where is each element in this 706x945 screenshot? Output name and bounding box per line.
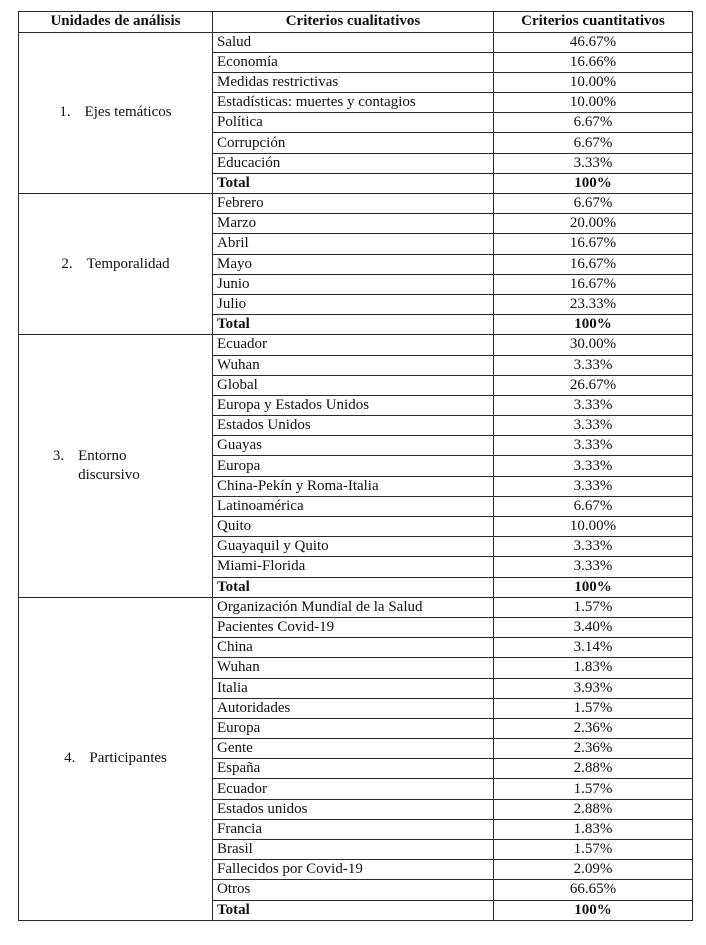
quantitative-value: 3.93% (494, 678, 693, 698)
qualitative-criterion: Estados unidos (213, 799, 494, 819)
analysis-unit-number: 1. (59, 104, 71, 121)
quantitative-value: 10.00% (494, 72, 693, 92)
quantitative-value: 3.33% (494, 395, 693, 415)
qualitative-criterion: Wuhan (213, 658, 494, 678)
qualitative-criterion: Guayaquil y Quito (213, 537, 494, 557)
qualitative-criterion: Abril (213, 234, 494, 254)
qualitative-criterion: Febrero (213, 194, 494, 214)
qualitative-criterion: Política (213, 113, 494, 133)
quantitative-value: 3.14% (494, 638, 693, 658)
qualitative-criterion: Italia (213, 678, 494, 698)
analysis-unit-number: 4. (64, 750, 76, 767)
table-body (19, 32, 693, 920)
qualitative-criterion: Gente (213, 739, 494, 759)
analysis-unit-cell (19, 335, 213, 597)
quantitative-value: 46.67% (494, 32, 693, 52)
table-row (19, 32, 693, 52)
quantitative-value: 2.09% (494, 860, 693, 880)
qualitative-criterion: Corrupción (213, 133, 494, 153)
qualitative-criterion: Organización Mundial de la Salud (213, 597, 494, 617)
quantitative-value: 1.57% (494, 597, 693, 617)
total-label: Total (213, 900, 494, 920)
quantitative-value: 3.33% (494, 557, 693, 577)
quantitative-value: 20.00% (494, 214, 693, 234)
table-row (19, 335, 693, 355)
qualitative-criterion: Marzo (213, 214, 494, 234)
quantitative-value: 3.40% (494, 617, 693, 637)
quantitative-value: 2.36% (494, 718, 693, 738)
qualitative-criterion: Global (213, 375, 494, 395)
quantitative-value: 10.00% (494, 517, 693, 537)
quantitative-value: 2.36% (494, 739, 693, 759)
qualitative-criterion: Mayo (213, 254, 494, 274)
quantitative-value: 2.88% (494, 759, 693, 779)
quantitative-value: 66.65% (494, 880, 693, 900)
quantitative-value: 1.57% (494, 698, 693, 718)
qualitative-criterion: España (213, 759, 494, 779)
quantitative-value: 6.67% (494, 133, 693, 153)
quantitative-value: 6.67% (494, 194, 693, 214)
qualitative-criterion: Junio (213, 274, 494, 294)
quantitative-value: 2.88% (494, 799, 693, 819)
analysis-table (18, 11, 693, 921)
analysis-unit-cell (19, 194, 213, 335)
qualitative-criterion: Europa y Estados Unidos (213, 395, 494, 415)
header-cuantitativos: Criterios cuantitativos (494, 12, 693, 33)
analysis-unit-label: Ejes temáticos (84, 104, 172, 121)
total-value: 100% (494, 577, 693, 597)
qualitative-criterion: Medidas restrictivas (213, 72, 494, 92)
qualitative-criterion: China (213, 638, 494, 658)
qualitative-criterion: Estadísticas: muertes y contagios (213, 93, 494, 113)
qualitative-criterion: Pacientes Covid-19 (213, 617, 494, 637)
analysis-unit-number: 3. (52, 448, 65, 465)
qualitative-criterion: Educación (213, 153, 494, 173)
quantitative-value: 3.33% (494, 456, 693, 476)
total-label: Total (213, 315, 494, 335)
qualitative-criterion: Ecuador (213, 779, 494, 799)
quantitative-value: 26.67% (494, 375, 693, 395)
analysis-unit-number: 2. (61, 255, 73, 272)
qualitative-criterion: Europa (213, 456, 494, 476)
qualitative-criterion: Estados Unidos (213, 416, 494, 436)
qualitative-criterion: Salud (213, 32, 494, 52)
table-row (19, 597, 693, 617)
analysis-unit-cell (19, 597, 213, 920)
qualitative-criterion: Brasil (213, 840, 494, 860)
quantitative-value: 23.33% (494, 294, 693, 314)
total-value: 100% (494, 900, 693, 920)
qualitative-criterion: Economía (213, 52, 494, 72)
total-value: 100% (494, 173, 693, 193)
quantitative-value: 16.67% (494, 274, 693, 294)
total-value: 100% (494, 315, 693, 335)
quantitative-value: 3.33% (494, 476, 693, 496)
quantitative-value: 6.67% (494, 496, 693, 516)
quantitative-value: 1.57% (494, 779, 693, 799)
quantitative-value: 16.67% (494, 254, 693, 274)
analysis-unit-label: Participantes (89, 750, 167, 767)
qualitative-criterion: Otros (213, 880, 494, 900)
analysis-unit (61, 255, 169, 274)
quantitative-value: 16.66% (494, 52, 693, 72)
quantitative-value: 3.33% (494, 537, 693, 557)
analysis-unit (59, 103, 171, 122)
header-unidades: Unidades de análisis (19, 12, 213, 33)
qualitative-criterion: Guayas (213, 436, 494, 456)
quantitative-value: 1.57% (494, 840, 693, 860)
total-label: Total (213, 577, 494, 597)
analysis-unit-label: Entorno discursivo (78, 448, 140, 484)
analysis-unit (64, 749, 167, 768)
quantitative-value: 1.83% (494, 658, 693, 678)
header-cualitativos: Criterios cualitativos (213, 12, 494, 33)
quantitative-value: 3.33% (494, 153, 693, 173)
analysis-unit-label: Temporalidad (86, 255, 170, 272)
quantitative-value: 30.00% (494, 335, 693, 355)
quantitative-value: 6.67% (494, 113, 693, 133)
quantitative-value: 3.33% (494, 355, 693, 375)
qualitative-criterion: Europa (213, 718, 494, 738)
qualitative-criterion: China-Pekín y Roma-Italia (213, 476, 494, 496)
quantitative-value: 16.67% (494, 234, 693, 254)
qualitative-criterion: Quito (213, 517, 494, 537)
table-header-row (19, 12, 693, 33)
qualitative-criterion: Francia (213, 819, 494, 839)
qualitative-criterion: Latinoamérica (213, 496, 494, 516)
qualitative-criterion: Wuhan (213, 355, 494, 375)
quantitative-value: 3.33% (494, 416, 693, 436)
analysis-unit-cell (19, 32, 213, 194)
total-label: Total (213, 173, 494, 193)
analysis-unit (53, 447, 178, 485)
qualitative-criterion: Julio (213, 294, 494, 314)
quantitative-value: 10.00% (494, 93, 693, 113)
quantitative-value: 3.33% (494, 436, 693, 456)
qualitative-criterion: Fallecidos por Covid-19 (213, 860, 494, 880)
table-row (19, 194, 693, 214)
qualitative-criterion: Autoridades (213, 698, 494, 718)
qualitative-criterion: Miami-Florida (213, 557, 494, 577)
analysis-table-container (18, 11, 692, 921)
qualitative-criterion: Ecuador (213, 335, 494, 355)
quantitative-value: 1.83% (494, 819, 693, 839)
